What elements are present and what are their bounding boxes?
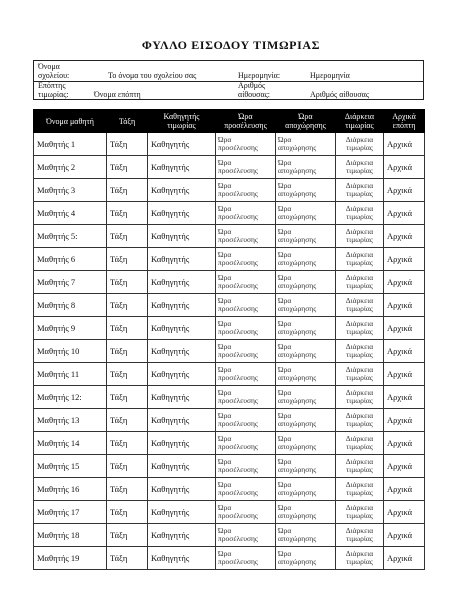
room-label-line-1: Αριθμός [238,81,266,90]
table-row [34,225,425,248]
cell-duration[interactable]: Διάρκεια τιμωρίας [336,225,384,248]
header-arrival-time: Ώρα προσέλευσης [216,110,276,133]
cell-departure-time[interactable]: Ώρα αποχώρησης [276,340,336,363]
cell-arrival-time[interactable]: Ώρα προσέλευσης [216,156,276,179]
cell-student-name[interactable]: Μαθητής 10 [34,340,107,363]
cell-supervisor-initials[interactable]: Αρχικά [384,478,425,501]
cell-student-name[interactable]: Μαθητής 14 [34,432,107,455]
cell-departure-time[interactable]: Ώρα αποχώρησης [276,386,336,409]
cell-supervisor-initials[interactable]: Αρχικά [384,248,425,271]
table-row [34,202,425,225]
cell-student-name[interactable]: Μαθητής 8 [34,294,107,317]
cell-teacher[interactable]: Καθηγητής [148,478,216,501]
table-row [34,179,425,202]
cell-student-name[interactable]: Μαθητής 5: [34,225,107,248]
cell-arrival-time[interactable]: Ώρα προσέλευσης [216,317,276,340]
cell-departure-time[interactable]: Ώρα αποχώρησης [276,317,336,340]
date-field[interactable]: Ημερομηνία [310,71,350,80]
cell-student-name[interactable]: Μαθητής 17 [34,501,107,524]
table-row [34,248,425,271]
cell-arrival-time[interactable]: Ώρα προσέλευσης [216,501,276,524]
cell-departure-time[interactable]: Ώρα αποχώρησης [276,202,336,225]
cell-departure-time[interactable]: Ώρα αποχώρησης [276,225,336,248]
cell-supervisor-initials[interactable]: Αρχικά [384,363,425,386]
table-row [34,340,425,363]
cell-duration[interactable]: Διάρκεια τιμωρίας [336,432,384,455]
table-row [34,156,425,179]
cell-class[interactable]: Τάξη [107,478,148,501]
cell-departure-time[interactable]: Ώρα αποχώρησης [276,478,336,501]
cell-arrival-time[interactable]: Ώρα προσέλευσης [216,524,276,547]
cell-supervisor-initials[interactable]: Αρχικά [384,156,425,179]
table-row [34,524,425,547]
cell-teacher[interactable]: Καθηγητής [148,432,216,455]
cell-teacher[interactable]: Καθηγητής [148,363,216,386]
cell-teacher[interactable]: Καθηγητής [148,409,216,432]
cell-arrival-time[interactable]: Ώρα προσέλευσης [216,455,276,478]
info-row-school [34,61,423,82]
cell-arrival-time[interactable]: Ώρα προσέλευσης [216,363,276,386]
cell-teacher[interactable]: Καθηγητής [148,225,216,248]
table-row [34,501,425,524]
cell-duration[interactable]: Διάρκεια τιμωρίας [336,133,384,156]
cell-teacher[interactable]: Καθηγητής [148,179,216,202]
cell-arrival-time[interactable]: Ώρα προσέλευσης [216,340,276,363]
cell-supervisor-initials[interactable]: Αρχικά [384,547,425,570]
cell-supervisor-initials[interactable]: Αρχικά [384,317,425,340]
cell-departure-time[interactable]: Ώρα αποχώρησης [276,524,336,547]
supervisor-label-line-1: Επόπτης [38,81,66,90]
table-header-row [34,110,425,133]
table-row [34,317,425,340]
cell-supervisor-initials[interactable]: Αρχικά [384,179,425,202]
table-row [34,478,425,501]
cell-class[interactable]: Τάξη [107,317,148,340]
cell-class[interactable]: Τάξη [107,524,148,547]
supervisor-label-line-2: τιμωρίας: [38,90,69,99]
table-row [34,386,425,409]
cell-duration[interactable]: Διάρκεια τιμωρίας [336,547,384,570]
cell-arrival-time[interactable]: Ώρα προσέλευσης [216,202,276,225]
cell-arrival-time[interactable]: Ώρα προσέλευσης [216,225,276,248]
cell-teacher[interactable]: Καθηγητής [148,133,216,156]
cell-student-name[interactable]: Μαθητής 11 [34,363,107,386]
cell-teacher[interactable]: Καθηγητής [148,501,216,524]
cell-duration[interactable]: Διάρκεια τιμωρίας [336,156,384,179]
cell-student-name[interactable]: Μαθητής 19 [34,547,107,570]
header-student-name: Όνομα μαθητή [34,110,107,133]
cell-student-name[interactable]: Μαθητής 12: [34,386,107,409]
date-label: Ημερομηνία: [238,71,281,80]
cell-supervisor-initials[interactable]: Αρχικά [384,271,425,294]
school-label-line-1: Όνομα [38,62,60,71]
cell-class[interactable]: Τάξη [107,501,148,524]
cell-student-name[interactable]: Μαθητής 9 [34,317,107,340]
info-block [33,60,424,100]
cell-duration[interactable]: Διάρκεια τιμωρίας [336,294,384,317]
cell-class[interactable]: Τάξη [107,340,148,363]
room-label-line-2: αίθουσας: [238,90,271,99]
cell-student-name[interactable]: Μαθητής 6 [34,248,107,271]
cell-teacher[interactable]: Καθηγητής [148,156,216,179]
cell-student-name[interactable]: Μαθητής 15 [34,455,107,478]
cell-class[interactable]: Τάξη [107,294,148,317]
cell-supervisor-initials[interactable]: Αρχικά [384,294,425,317]
cell-departure-time[interactable]: Ώρα αποχώρησης [276,248,336,271]
header-duration: Διάρκεια τιμωρίας [336,110,384,133]
cell-departure-time[interactable]: Ώρα αποχώρησης [276,455,336,478]
cell-class[interactable]: Τάξη [107,363,148,386]
cell-duration[interactable]: Διάρκεια τιμωρίας [336,478,384,501]
cell-supervisor-initials[interactable]: Αρχικά [384,340,425,363]
school-name-field[interactable]: Το όνομα του σχολείου σας [108,71,197,80]
cell-teacher[interactable]: Καθηγητής [148,455,216,478]
room-label [238,81,270,99]
cell-supervisor-initials[interactable]: Αρχικά [384,432,425,455]
cell-arrival-time[interactable]: Ώρα προσέλευσης [216,271,276,294]
cell-duration[interactable]: Διάρκεια τιμωρίας [336,409,384,432]
cell-class[interactable]: Τάξη [107,202,148,225]
header-teacher: Καθηγητής τιμωρίας [148,110,216,133]
cell-teacher[interactable]: Καθηγητής [148,547,216,570]
cell-student-name[interactable]: Μαθητής 7 [34,271,107,294]
supervisor-label [38,81,69,99]
table-row [34,271,425,294]
info-row-supervisor [34,81,423,100]
cell-student-name[interactable]: Μαθητής 1 [34,133,107,156]
cell-class[interactable]: Τάξη [107,547,148,570]
page-title: ΦΥΛΛΟ ΕΙΣΟΔΟΥ ΤΙΜΩΡΙΑΣ [141,38,321,52]
cell-teacher[interactable]: Καθηγητής [148,317,216,340]
cell-departure-time[interactable]: Ώρα αποχώρησης [276,156,336,179]
cell-class[interactable]: Τάξη [107,156,148,179]
cell-duration[interactable]: Διάρκεια τιμωρίας [336,179,384,202]
cell-teacher[interactable]: Καθηγητής [148,271,216,294]
table-row [34,547,425,570]
cell-duration[interactable]: Διάρκεια τιμωρίας [336,386,384,409]
cell-arrival-time[interactable]: Ώρα προσέλευσης [216,133,276,156]
cell-departure-time[interactable]: Ώρα αποχώρησης [276,271,336,294]
cell-duration[interactable]: Διάρκεια τιμωρίας [336,363,384,386]
table-row [34,133,425,156]
supervisor-name-field[interactable]: Όνομα επόπτη [94,90,141,99]
school-label-line-2: σχολείου: [38,71,70,80]
cell-duration[interactable]: Διάρκεια τιμωρίας [336,524,384,547]
cell-teacher[interactable]: Καθηγητής [148,294,216,317]
cell-teacher[interactable]: Καθηγητής [148,248,216,271]
cell-supervisor-initials[interactable]: Αρχικά [384,524,425,547]
school-label [38,62,69,80]
cell-arrival-time[interactable]: Ώρα προσέλευσης [216,248,276,271]
cell-supervisor-initials[interactable]: Αρχικά [384,501,425,524]
cell-duration[interactable]: Διάρκεια τιμωρίας [336,455,384,478]
table-row [34,409,425,432]
cell-student-name[interactable]: Μαθητής 4 [34,202,107,225]
cell-departure-time[interactable]: Ώρα αποχώρησης [276,432,336,455]
cell-class[interactable]: Τάξη [107,179,148,202]
table-row [34,294,425,317]
cell-duration[interactable]: Διάρκεια τιμωρίας [336,317,384,340]
cell-departure-time[interactable]: Ώρα αποχώρησης [276,409,336,432]
room-number-field[interactable]: Αριθμός αίθουσας [310,90,370,99]
cell-departure-time[interactable]: Ώρα αποχώρησης [276,294,336,317]
cell-arrival-time[interactable]: Ώρα προσέλευσης [216,386,276,409]
cell-arrival-time[interactable]: Ώρα προσέλευσης [216,432,276,455]
header-class: Τάξη [107,110,148,133]
table-row [34,455,425,478]
cell-arrival-time[interactable]: Ώρα προσέλευσης [216,409,276,432]
cell-class[interactable]: Τάξη [107,455,148,478]
table-row [34,432,425,455]
cell-supervisor-initials[interactable]: Αρχικά [384,386,425,409]
detention-log-table [33,109,425,570]
cell-student-name[interactable]: Μαθητής 18 [34,524,107,547]
cell-arrival-time[interactable]: Ώρα προσέλευσης [216,478,276,501]
cell-class[interactable]: Τάξη [107,409,148,432]
cell-departure-time[interactable]: Ώρα αποχώρησης [276,363,336,386]
cell-supervisor-initials[interactable]: Αρχικά [384,202,425,225]
cell-class[interactable]: Τάξη [107,248,148,271]
header-supervisor-initials: Αρχικά επόπτη [384,110,425,133]
cell-duration[interactable]: Διάρκεια τιμωρίας [336,248,384,271]
cell-departure-time[interactable]: Ώρα αποχώρησης [276,133,336,156]
cell-teacher[interactable]: Καθηγητής [148,202,216,225]
cell-supervisor-initials[interactable]: Αρχικά [384,409,425,432]
cell-arrival-time[interactable]: Ώρα προσέλευσης [216,294,276,317]
table-row [34,363,425,386]
cell-departure-time[interactable]: Ώρα αποχώρησης [276,547,336,570]
cell-departure-time[interactable]: Ώρα αποχώρησης [276,179,336,202]
cell-class[interactable]: Τάξη [107,225,148,248]
cell-class[interactable]: Τάξη [107,271,148,294]
cell-duration[interactable]: Διάρκεια τιμωρίας [336,501,384,524]
cell-duration[interactable]: Διάρκεια τιμωρίας [336,271,384,294]
cell-student-name[interactable]: Μαθητής 16 [34,478,107,501]
cell-teacher[interactable]: Καθηγητής [148,524,216,547]
cell-duration[interactable]: Διάρκεια τιμωρίας [336,202,384,225]
header-departure-time: Ώρα αποχώρησης [276,110,336,133]
cell-supervisor-initials[interactable]: Αρχικά [384,455,425,478]
cell-arrival-time[interactable]: Ώρα προσέλευσης [216,179,276,202]
cell-student-name[interactable]: Μαθητής 2 [34,156,107,179]
cell-arrival-time[interactable]: Ώρα προσέλευσης [216,547,276,570]
cell-supervisor-initials[interactable]: Αρχικά [384,133,425,156]
cell-teacher[interactable]: Καθηγητής [148,340,216,363]
cell-class[interactable]: Τάξη [107,133,148,156]
cell-class[interactable]: Τάξη [107,386,148,409]
cell-class[interactable]: Τάξη [107,432,148,455]
cell-duration[interactable]: Διάρκεια τιμωρίας [336,340,384,363]
cell-teacher[interactable]: Καθηγητής [148,386,216,409]
cell-supervisor-initials[interactable]: Αρχικά [384,225,425,248]
cell-student-name[interactable]: Μαθητής 3 [34,179,107,202]
cell-student-name[interactable]: Μαθητής 13 [34,409,107,432]
cell-departure-time[interactable]: Ώρα αποχώρησης [276,501,336,524]
